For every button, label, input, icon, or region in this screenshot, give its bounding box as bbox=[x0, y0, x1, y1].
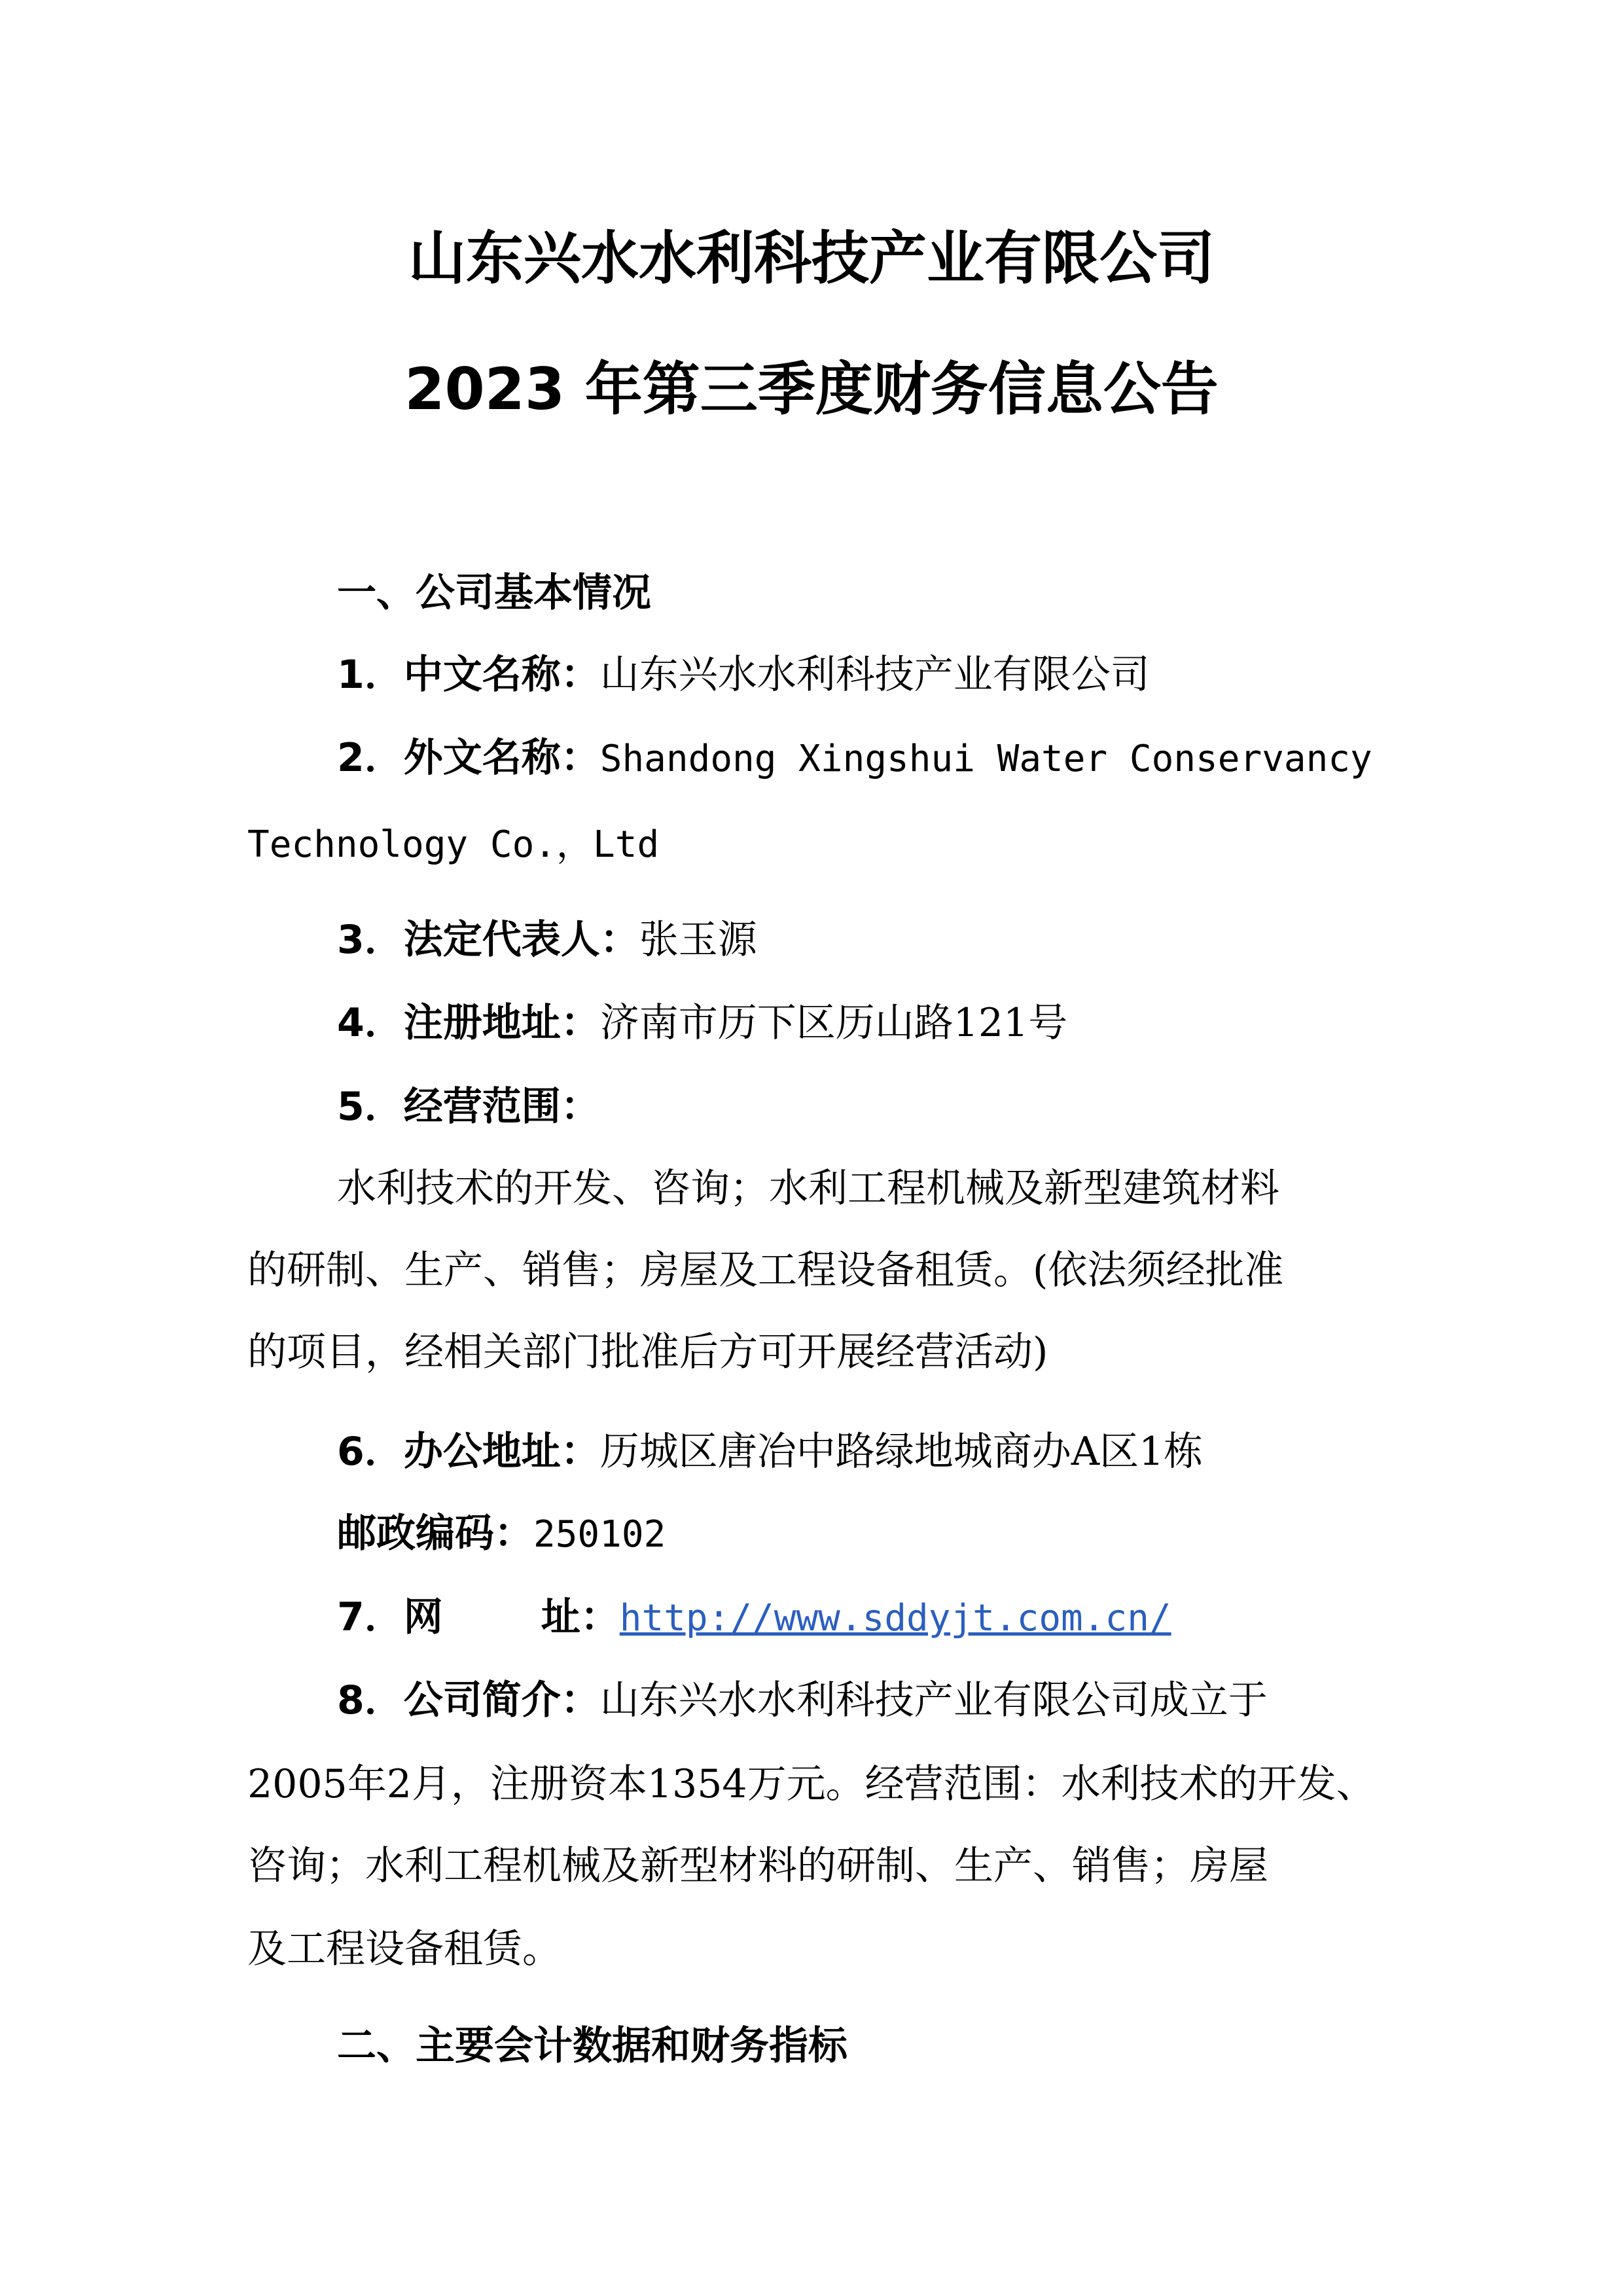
item-office-address-label: 6．办公地址： bbox=[337, 1429, 600, 1475]
document-title-line2: 2023 年第三季度财务信息公告 bbox=[404, 355, 1219, 423]
item-registered-address bbox=[337, 999, 1067, 1047]
item-registered-address-label: 4．注册地址： bbox=[337, 1000, 600, 1046]
item-registered-address-value: 济南市历下区历山路121号 bbox=[599, 1000, 1068, 1046]
item-website bbox=[337, 1594, 1171, 1642]
business-scope-line3: 的项目，经相关部门批准后方可开展经营活动) bbox=[247, 1329, 1048, 1375]
item-foreign-name bbox=[337, 734, 1372, 783]
item-chinese-name bbox=[337, 651, 1150, 698]
item-legal-rep-value: 张玉源 bbox=[639, 917, 757, 963]
item-legal-rep-label: 3．法定代表人： bbox=[337, 917, 639, 963]
business-scope-line2: 的研制、生产、销售；房屋及工程设备租赁。(依法须经批准 bbox=[247, 1247, 1284, 1293]
item-company-profile bbox=[337, 1677, 1268, 1724]
company-profile-line1: 山东兴水水利科技产业有限公司成立于 bbox=[599, 1677, 1268, 1723]
item-website-label-b: 址： bbox=[541, 1594, 620, 1640]
item-office-address bbox=[337, 1428, 1203, 1475]
item-foreign-name-value-line1: Shandong Xingshui Water Conservancy bbox=[599, 738, 1372, 780]
company-profile-line3: 咨询；水利工程机械及新型材料的研制、生产、销售；房屋 bbox=[247, 1843, 1268, 1889]
item-business-scope-label: 5．经营范围： bbox=[337, 1084, 600, 1130]
item-chinese-name-label: 1．中文名称： bbox=[337, 652, 600, 698]
item-office-address-value: 历城区唐冶中路绿地城商办A区1栋 bbox=[599, 1429, 1204, 1475]
item-foreign-name-label: 2．外文名称： bbox=[337, 735, 600, 781]
document-title-line1: 山东兴水水利科技产业有限公司 bbox=[408, 224, 1215, 292]
item-foreign-name-value-line2: Technology Co.，Ltd bbox=[247, 823, 660, 866]
company-profile-line2: 2005年2月，注册资本1354万元。经营范围：水利技术的开发、 bbox=[247, 1761, 1376, 1807]
business-scope-line1: 水利技术的开发、咨询；水利工程机械及新型建筑材料 bbox=[337, 1166, 1279, 1211]
website-link[interactable]: http://www.sddyjt.com.cn/ bbox=[619, 1597, 1171, 1640]
item-website-label-a: 7．网 bbox=[337, 1594, 443, 1640]
item-chinese-name-value: 山东兴水水利科技产业有限公司 bbox=[599, 652, 1150, 698]
item-postcode-value: 250102 bbox=[533, 1513, 666, 1556]
section-1-heading: 一、公司基本情况 bbox=[337, 570, 651, 616]
company-profile-line4: 及工程设备租赁。 bbox=[247, 1926, 562, 1972]
item-company-profile-label: 8．公司简介： bbox=[337, 1677, 600, 1723]
item-legal-rep bbox=[337, 916, 757, 963]
item-postcode-label: 邮政编码： bbox=[337, 1511, 533, 1556]
item-postcode bbox=[337, 1510, 666, 1558]
section-2-heading: 二、主要会计数据和财务指标 bbox=[337, 2023, 847, 2069]
